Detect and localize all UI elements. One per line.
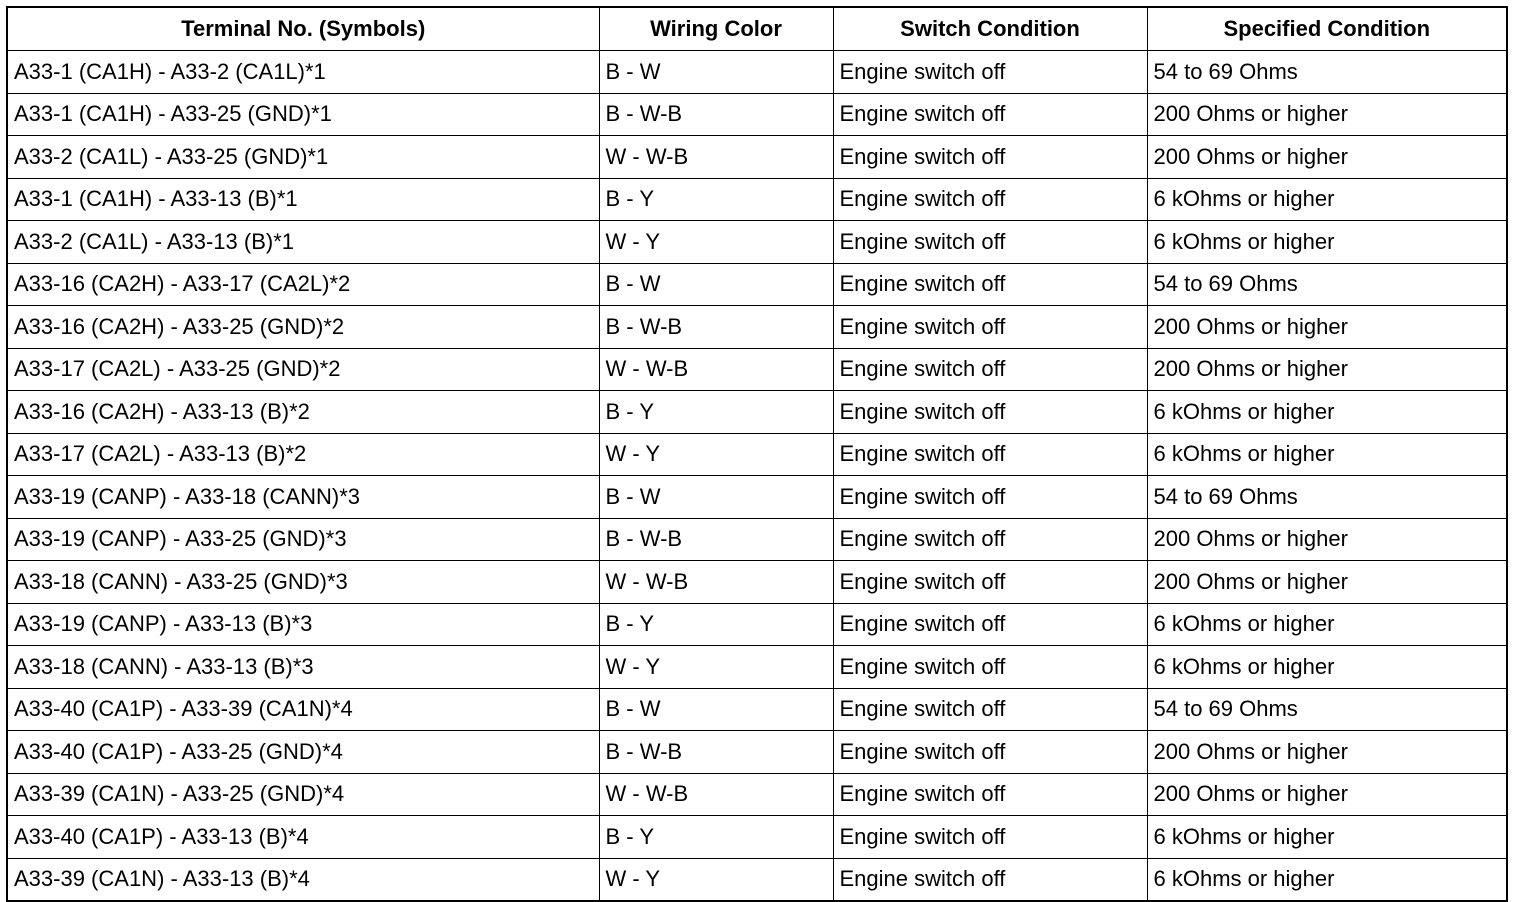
table-row (7, 306, 1507, 349)
table-header (7, 7, 1507, 51)
switch-condition-cell: Engine switch off (833, 306, 1147, 349)
table-row (7, 731, 1507, 774)
switch-condition-cell: Engine switch off (833, 816, 1147, 859)
table-row (7, 348, 1507, 391)
table-row (7, 221, 1507, 264)
terminal-cell: A33-39 (CA1N) - A33-25 (GND)*4 (7, 773, 599, 816)
specified-condition-cell: 54 to 69 Ohms (1147, 263, 1507, 306)
switch-condition-cell: Engine switch off (833, 51, 1147, 94)
table-row (7, 476, 1507, 519)
switch-condition-cell: Engine switch off (833, 391, 1147, 434)
table-row (7, 136, 1507, 179)
specified-condition-cell: 200 Ohms or higher (1147, 518, 1507, 561)
table-row (7, 178, 1507, 221)
table-row (7, 561, 1507, 604)
specified-condition-cell: 54 to 69 Ohms (1147, 51, 1507, 94)
switch-condition-cell: Engine switch off (833, 731, 1147, 774)
wiring-color-cell: B - W (599, 476, 833, 519)
table-row (7, 646, 1507, 689)
terminal-cell: A33-17 (CA2L) - A33-25 (GND)*2 (7, 348, 599, 391)
terminal-cell: A33-1 (CA1H) - A33-25 (GND)*1 (7, 93, 599, 136)
specified-condition-cell: 200 Ohms or higher (1147, 731, 1507, 774)
wiring-color-cell: W - W-B (599, 348, 833, 391)
terminal-cell: A33-16 (CA2H) - A33-17 (CA2L)*2 (7, 263, 599, 306)
table-row (7, 263, 1507, 306)
terminal-cell: A33-1 (CA1H) - A33-2 (CA1L)*1 (7, 51, 599, 94)
wiring-color-cell: B - W (599, 51, 833, 94)
wiring-color-cell: W - W-B (599, 773, 833, 816)
specified-condition-cell: 6 kOhms or higher (1147, 391, 1507, 434)
specified-condition-cell: 6 kOhms or higher (1147, 221, 1507, 264)
specified-condition-cell: 200 Ohms or higher (1147, 561, 1507, 604)
terminal-cell: A33-16 (CA2H) - A33-13 (B)*2 (7, 391, 599, 434)
wiring-color-cell: W - Y (599, 433, 833, 476)
wiring-color-cell: B - W-B (599, 306, 833, 349)
switch-condition-cell: Engine switch off (833, 93, 1147, 136)
header-terminal-no: Terminal No. (Symbols) (7, 7, 599, 51)
switch-condition-cell: Engine switch off (833, 646, 1147, 689)
wiring-color-cell: B - Y (599, 391, 833, 434)
wiring-color-cell: W - Y (599, 221, 833, 264)
table-row (7, 51, 1507, 94)
terminal-cell: A33-1 (CA1H) - A33-13 (B)*1 (7, 178, 599, 221)
wiring-color-cell: W - Y (599, 646, 833, 689)
specified-condition-cell: 6 kOhms or higher (1147, 178, 1507, 221)
specified-condition-cell: 6 kOhms or higher (1147, 603, 1507, 646)
wiring-color-cell: W - W-B (599, 561, 833, 604)
table-row (7, 93, 1507, 136)
table-row (7, 518, 1507, 561)
switch-condition-cell: Engine switch off (833, 221, 1147, 264)
header-row (7, 7, 1507, 51)
header-specified-condition: Specified Condition (1147, 7, 1507, 51)
table-row (7, 858, 1507, 901)
terminal-cell: A33-2 (CA1L) - A33-13 (B)*1 (7, 221, 599, 264)
specified-condition-cell: 200 Ohms or higher (1147, 136, 1507, 179)
wiring-color-cell: B - Y (599, 178, 833, 221)
specified-condition-cell: 200 Ohms or higher (1147, 93, 1507, 136)
switch-condition-cell: Engine switch off (833, 136, 1147, 179)
table-row (7, 603, 1507, 646)
wiring-color-cell: B - W-B (599, 93, 833, 136)
terminal-spec-table-container (6, 6, 1506, 895)
wiring-color-cell: W - Y (599, 858, 833, 901)
terminal-cell: A33-18 (CANN) - A33-13 (B)*3 (7, 646, 599, 689)
wiring-color-cell: B - W (599, 688, 833, 731)
terminal-cell: A33-17 (CA2L) - A33-13 (B)*2 (7, 433, 599, 476)
wiring-color-cell: B - W-B (599, 518, 833, 561)
specified-condition-cell: 200 Ohms or higher (1147, 306, 1507, 349)
table-row (7, 433, 1507, 476)
table-row (7, 391, 1507, 434)
switch-condition-cell: Engine switch off (833, 263, 1147, 306)
table-row (7, 688, 1507, 731)
specified-condition-cell: 200 Ohms or higher (1147, 773, 1507, 816)
wiring-color-cell: B - Y (599, 603, 833, 646)
header-switch-condition: Switch Condition (833, 7, 1147, 51)
terminal-cell: A33-40 (CA1P) - A33-13 (B)*4 (7, 816, 599, 859)
specified-condition-cell: 54 to 69 Ohms (1147, 688, 1507, 731)
terminal-cell: A33-19 (CANP) - A33-18 (CANN)*3 (7, 476, 599, 519)
switch-condition-cell: Engine switch off (833, 603, 1147, 646)
wiring-color-cell: B - W (599, 263, 833, 306)
terminal-cell: A33-18 (CANN) - A33-25 (GND)*3 (7, 561, 599, 604)
terminal-cell: A33-40 (CA1P) - A33-25 (GND)*4 (7, 731, 599, 774)
table-body (7, 51, 1507, 902)
specified-condition-cell: 6 kOhms or higher (1147, 646, 1507, 689)
wiring-color-cell: W - W-B (599, 136, 833, 179)
terminal-cell: A33-19 (CANP) - A33-13 (B)*3 (7, 603, 599, 646)
switch-condition-cell: Engine switch off (833, 178, 1147, 221)
specified-condition-cell: 6 kOhms or higher (1147, 433, 1507, 476)
terminal-cell: A33-40 (CA1P) - A33-39 (CA1N)*4 (7, 688, 599, 731)
terminal-cell: A33-39 (CA1N) - A33-13 (B)*4 (7, 858, 599, 901)
specified-condition-cell: 6 kOhms or higher (1147, 816, 1507, 859)
specified-condition-cell: 200 Ohms or higher (1147, 348, 1507, 391)
table-row (7, 816, 1507, 859)
switch-condition-cell: Engine switch off (833, 858, 1147, 901)
switch-condition-cell: Engine switch off (833, 773, 1147, 816)
switch-condition-cell: Engine switch off (833, 476, 1147, 519)
wiring-color-cell: B - Y (599, 816, 833, 859)
specified-condition-cell: 6 kOhms or higher (1147, 858, 1507, 901)
switch-condition-cell: Engine switch off (833, 348, 1147, 391)
switch-condition-cell: Engine switch off (833, 561, 1147, 604)
terminal-spec-table (6, 6, 1508, 902)
switch-condition-cell: Engine switch off (833, 518, 1147, 561)
wiring-color-cell: B - W-B (599, 731, 833, 774)
terminal-cell: A33-2 (CA1L) - A33-25 (GND)*1 (7, 136, 599, 179)
switch-condition-cell: Engine switch off (833, 688, 1147, 731)
specified-condition-cell: 54 to 69 Ohms (1147, 476, 1507, 519)
switch-condition-cell: Engine switch off (833, 433, 1147, 476)
terminal-cell: A33-16 (CA2H) - A33-25 (GND)*2 (7, 306, 599, 349)
header-wiring-color: Wiring Color (599, 7, 833, 51)
table-row (7, 773, 1507, 816)
terminal-cell: A33-19 (CANP) - A33-25 (GND)*3 (7, 518, 599, 561)
